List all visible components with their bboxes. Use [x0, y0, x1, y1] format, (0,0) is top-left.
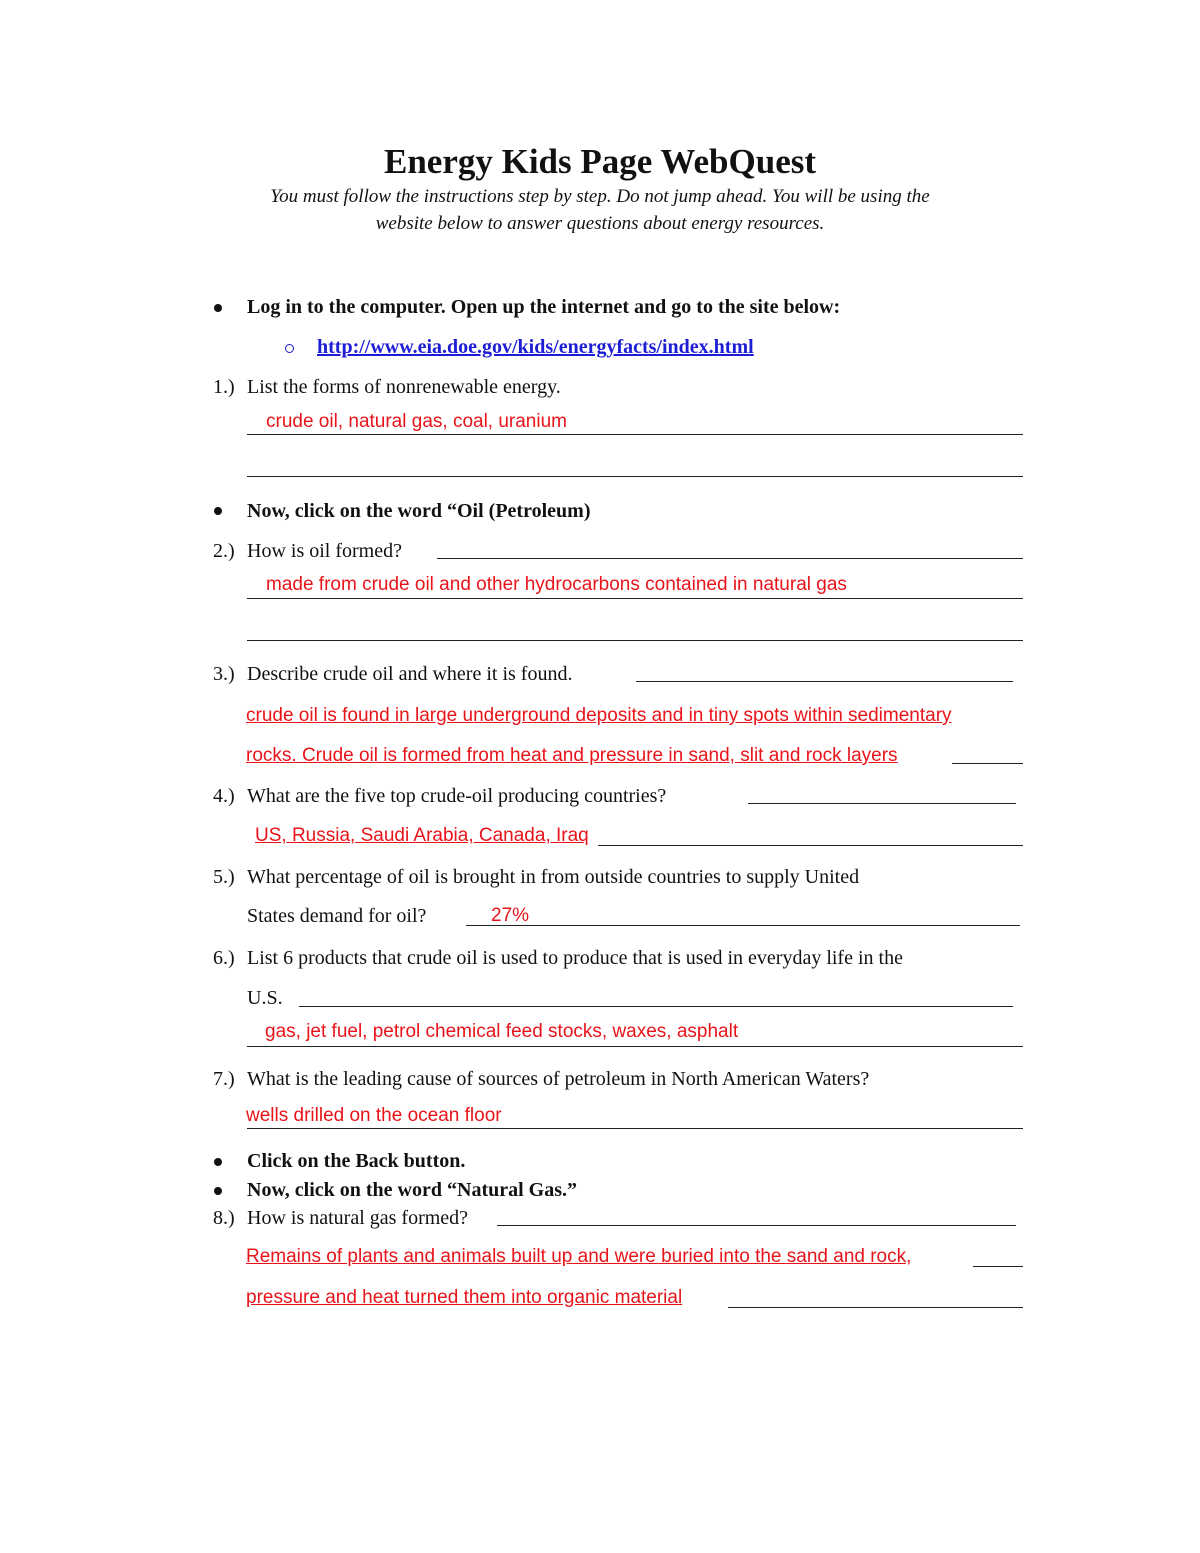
question-5-text-2: States demand for oil? — [247, 905, 427, 927]
answer-line — [497, 1225, 1016, 1226]
question-1-number: 1.) — [213, 376, 235, 398]
question-1-text: List the forms of nonrenewable energy. — [247, 376, 561, 398]
bullet-dot-icon — [214, 1158, 222, 1166]
question-2-text: How is oil formed? — [247, 540, 402, 562]
question-5-text: What percentage of oil is brought in from outside countries to supply United — [247, 866, 860, 888]
answer-2: made from crude oil and other hydrocarbons contained in natural gas — [266, 574, 847, 595]
bullet-dot-icon — [214, 1187, 222, 1195]
instruction-natural-gas: Now, click on the word “Natural Gas.” — [247, 1179, 577, 1201]
answer-line — [748, 803, 1016, 804]
question-8-text: How is natural gas formed? — [247, 1207, 469, 1229]
answer-6: gas, jet fuel, petrol chemical feed stocks, waxes, asphalt — [265, 1021, 739, 1042]
answer-line — [636, 681, 1013, 682]
answer-8-line-2: pressure and heat turned them into organic material — [246, 1287, 683, 1308]
question-6-number: 6.) — [213, 947, 235, 969]
question-7-number: 7.) — [213, 1068, 235, 1090]
answer-line — [247, 476, 1023, 477]
question-5-number: 5.) — [213, 866, 235, 888]
question-2-number: 2.) — [213, 540, 235, 562]
answer-1: crude oil, natural gas, coal, uranium — [266, 411, 567, 432]
answer-line — [466, 925, 1020, 926]
answer-7: wells drilled on the ocean floor — [246, 1105, 502, 1126]
instruction-back: Click on the Back button. — [247, 1150, 466, 1172]
question-3-text: Describe crude oil and where it is found. — [247, 663, 573, 685]
question-8-number: 8.) — [213, 1207, 235, 1229]
bullet-dot-icon — [214, 507, 222, 515]
question-6-text-2: U.S. — [247, 987, 283, 1009]
intro-line-1: You must follow the instructions step by step. Do not jump ahead. You will be using the — [270, 186, 930, 207]
answer-3-line-2: rocks. Crude oil is formed from heat and pressure in sand, slit and rock layers — [246, 745, 898, 766]
instruction-login: Log in to the computer. Open up the internet and go to the site below: — [247, 296, 841, 318]
answer-line — [247, 1046, 1023, 1047]
question-7-text: What is the leading cause of sources of petroleum in North American Waters? — [247, 1068, 870, 1090]
answer-line — [247, 434, 1023, 435]
answer-line — [973, 1266, 1023, 1267]
energy-facts-link[interactable]: http://www.eia.doe.gov/kids/energyfacts/index.html — [317, 336, 754, 358]
answer-line — [952, 763, 1023, 764]
bullet-dot-icon — [214, 304, 222, 312]
answer-line — [247, 598, 1023, 599]
answer-8-line-1: Remains of plants and animals built up and were buried into the sand and rock, — [246, 1246, 912, 1267]
question-4-number: 4.) — [213, 785, 235, 807]
page-title: Energy Kids Page WebQuest — [383, 142, 816, 181]
question-6-text: List 6 products that crude oil is used to produce that is used in everyday life in the — [247, 947, 903, 969]
answer-5: 27% — [491, 905, 530, 926]
answer-4: US, Russia, Saudi Arabia, Canada, Iraq — [255, 825, 589, 846]
answer-3-line-1: crude oil is found in large underground deposits and in tiny spots within sedimentary — [246, 705, 952, 726]
answer-line — [247, 640, 1023, 641]
answer-line — [728, 1307, 1023, 1308]
question-3-number: 3.) — [213, 663, 235, 685]
question-4-text: What are the five top crude-oil producing countries? — [247, 785, 667, 807]
answer-line — [598, 845, 1023, 846]
instruction-oil: Now, click on the word “Oil (Petroleum) — [247, 500, 591, 522]
answer-line — [437, 558, 1023, 559]
answer-line — [299, 1006, 1013, 1007]
sub-bullet-circle-icon — [285, 344, 294, 353]
answer-line — [247, 1128, 1023, 1129]
intro-line-2: website below to answer questions about energy resources. — [375, 213, 825, 234]
